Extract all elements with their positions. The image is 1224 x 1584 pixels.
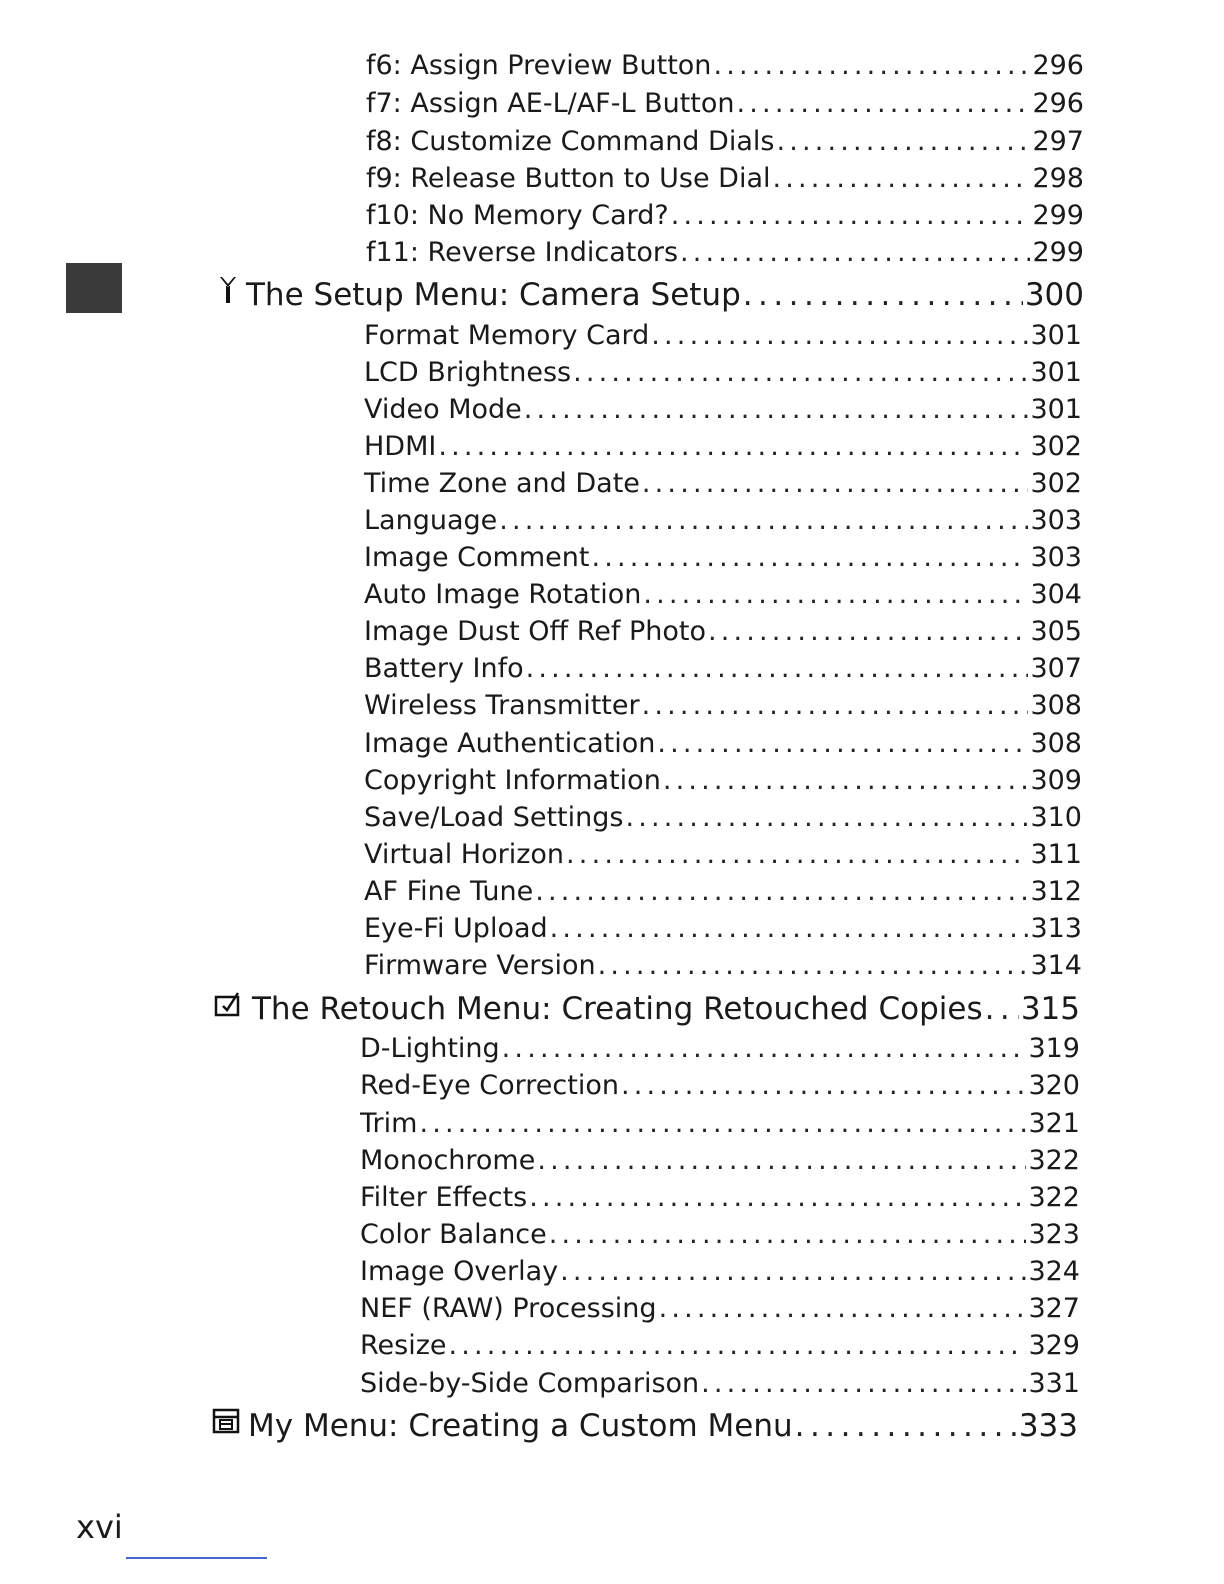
- toc-entry-page: 308: [1030, 690, 1082, 721]
- toc-entry-label: HDMI: [364, 431, 437, 462]
- dot-leader: [524, 392, 1029, 428]
- dot-leader: [591, 540, 1028, 576]
- toc-entry-f9[interactable]: [366, 161, 1084, 197]
- toc-entry-label: f9: Release Button to Use Dial: [366, 163, 771, 194]
- toc-entry-label: D-Lighting: [360, 1033, 500, 1064]
- toc-entry-label: LCD Brightness: [364, 357, 572, 388]
- toc-entry-page: 301: [1030, 357, 1082, 388]
- dot-leader: [776, 124, 1030, 160]
- dot-leader: [438, 429, 1028, 465]
- toc-section-setup-menu[interactable]: [218, 274, 1084, 316]
- dot-leader: [713, 48, 1030, 84]
- toc-entry-label: Save/Load Settings: [364, 802, 624, 833]
- toc-entry-eye-fi-upload[interactable]: [364, 911, 1082, 947]
- toc-entry-f6[interactable]: [366, 48, 1084, 84]
- toc-entry-page: 324: [1028, 1256, 1080, 1287]
- toc-entry-label: Eye-Fi Upload: [364, 913, 548, 944]
- toc-entry-color-balance[interactable]: [360, 1217, 1080, 1253]
- toc-entry-label: Copyright Information: [364, 765, 661, 796]
- toc-entry-page: 298: [1032, 163, 1084, 194]
- toc-entry-page: 299: [1032, 200, 1084, 231]
- toc-entry-label: Trim: [360, 1108, 418, 1139]
- toc-entry-page: 301: [1030, 394, 1082, 425]
- toc-section-page: 300: [1024, 277, 1084, 313]
- toc-entry-battery-info[interactable]: [364, 651, 1082, 687]
- toc-entry-page: 305: [1030, 616, 1082, 647]
- toc-entry-auto-image-rotation[interactable]: [364, 577, 1082, 613]
- footer-rule: [126, 1557, 267, 1559]
- toc-entry-f10[interactable]: [366, 198, 1084, 234]
- dot-leader: [502, 1031, 1027, 1067]
- toc-entry-page: 327: [1028, 1293, 1080, 1324]
- toc-entry-page: 304: [1030, 579, 1082, 610]
- toc-entry-label: Language: [364, 505, 498, 536]
- dot-leader: [566, 837, 1028, 873]
- toc-entry-page: 296: [1032, 88, 1084, 119]
- toc-entry-page: 303: [1030, 505, 1082, 536]
- toc-section-label: My Menu: Creating a Custom Menu: [248, 1408, 793, 1444]
- toc-entry-page: 310: [1030, 802, 1082, 833]
- dot-leader: [659, 1291, 1027, 1327]
- dot-leader: [737, 86, 1031, 122]
- toc-entry-language[interactable]: [364, 503, 1082, 539]
- dot-leader: [773, 161, 1031, 197]
- toc-entry-trim[interactable]: [360, 1106, 1080, 1142]
- toc-entry-page: 319: [1028, 1033, 1080, 1064]
- dot-leader: [680, 235, 1030, 271]
- dot-leader: [549, 1217, 1027, 1253]
- toc-entry-label: Battery Info: [364, 653, 524, 684]
- toc-entry-red-eye-correction[interactable]: [360, 1068, 1080, 1104]
- toc-entry-time-zone-and-date[interactable]: [364, 466, 1082, 502]
- toc-entry-label: Image Overlay: [360, 1256, 559, 1287]
- dot-leader: [560, 1254, 1026, 1290]
- toc-section-label: The Setup Menu: Camera Setup: [246, 277, 741, 313]
- toc-entry-label: Monochrome: [360, 1145, 536, 1176]
- toc-entry-label: Filter Effects: [360, 1182, 528, 1213]
- toc-entry-label: Auto Image Rotation: [364, 579, 642, 610]
- dot-leader: [671, 198, 1031, 234]
- toc-entry-page: 320: [1028, 1070, 1080, 1101]
- toc-entry-page: 301: [1030, 320, 1082, 351]
- dot-leader: [621, 1068, 1027, 1104]
- toc-entry-page: 307: [1030, 653, 1082, 684]
- dot-leader: [795, 1405, 1017, 1447]
- toc-entry-image-dust-off-ref-photo[interactable]: [364, 614, 1082, 650]
- my-menu-icon: [212, 1405, 240, 1447]
- toc-section-page: 315: [1020, 991, 1080, 1027]
- dot-leader: [663, 763, 1029, 799]
- toc-entry-page: 322: [1028, 1182, 1080, 1213]
- toc-entry-label: Image Authentication: [364, 728, 656, 759]
- toc-entry-page: 302: [1030, 468, 1082, 499]
- toc-entry-page: 296: [1032, 50, 1084, 81]
- dot-leader: [535, 874, 1028, 910]
- toc-entry-virtual-horizon[interactable]: [364, 837, 1082, 873]
- toc-entry-side-by-side-comparison[interactable]: [360, 1366, 1080, 1402]
- dot-leader: [708, 614, 1028, 650]
- toc-entry-page: 303: [1030, 542, 1082, 573]
- toc-entry-f11[interactable]: [366, 235, 1084, 271]
- toc-entry-f7[interactable]: [366, 86, 1084, 122]
- toc-entry-nef-raw-processing[interactable]: [360, 1291, 1080, 1327]
- toc-entry-f8[interactable]: [366, 124, 1084, 160]
- toc-entry-monochrome[interactable]: [360, 1143, 1080, 1179]
- toc-entry-page: 309: [1030, 765, 1082, 796]
- toc-entry-label: Wireless Transmitter: [364, 690, 640, 721]
- toc-entry-wireless-transmitter[interactable]: [364, 688, 1082, 724]
- toc-entry-page: 312: [1030, 876, 1082, 907]
- toc-entry-save-load-settings[interactable]: [364, 800, 1082, 836]
- dot-leader: [419, 1106, 1026, 1142]
- toc-entry-label: Image Dust Off Ref Photo: [364, 616, 706, 647]
- toc-entry-d-lighting[interactable]: [360, 1031, 1080, 1067]
- toc-entry-page: 302: [1030, 431, 1082, 462]
- toc-entry-page: 314: [1030, 950, 1082, 981]
- toc-section-my-menu[interactable]: [212, 1405, 1078, 1447]
- toc-entry-label: f6: Assign Preview Button: [366, 50, 712, 81]
- toc-entry-label: f11: Reverse Indicators: [366, 237, 679, 268]
- dot-leader: [651, 318, 1028, 354]
- toc-entry-page: 311: [1030, 839, 1082, 870]
- dot-leader: [657, 726, 1028, 762]
- toc-entry-label: f7: Assign AE-L/AF-L Button: [366, 88, 735, 119]
- dot-leader: [625, 800, 1028, 836]
- dot-leader: [985, 988, 1019, 1030]
- toc-entry-af-fine-tune[interactable]: [364, 874, 1082, 910]
- toc-entry-page: 322: [1028, 1145, 1080, 1176]
- toc-entry-label: AF Fine Tune: [364, 876, 534, 907]
- dot-leader: [598, 948, 1029, 984]
- dot-leader: [642, 688, 1029, 724]
- toc-entry-page: 331: [1028, 1368, 1080, 1399]
- toc-entry-filter-effects[interactable]: [360, 1180, 1080, 1216]
- toc-entry-label: Color Balance: [360, 1219, 547, 1250]
- toc-entry-label: Time Zone and Date: [364, 468, 640, 499]
- dot-leader: [573, 355, 1028, 391]
- toc-entry-label: Format Memory Card: [364, 320, 650, 351]
- toc-entry-page: 308: [1030, 728, 1082, 759]
- toc-entry-label: Image Comment: [364, 542, 590, 573]
- toc-entry-video-mode[interactable]: [364, 392, 1082, 428]
- dot-leader: [743, 274, 1023, 316]
- wrench-icon: [218, 274, 238, 316]
- toc-section-page: 333: [1018, 1408, 1078, 1444]
- toc-entry-resize[interactable]: [360, 1328, 1080, 1364]
- dot-leader: [550, 911, 1029, 947]
- toc-entry-copyright-information[interactable]: [364, 763, 1082, 799]
- toc-entry-label: Side-by-Side Comparison: [360, 1368, 700, 1399]
- toc-entry-label: Resize: [360, 1330, 447, 1361]
- dot-leader: [499, 503, 1028, 539]
- dot-leader: [643, 577, 1028, 613]
- dot-leader: [526, 651, 1029, 687]
- toc-entry-page: 297: [1032, 126, 1084, 157]
- page-number: xvi: [76, 1508, 123, 1546]
- toc-entry-page: 323: [1028, 1219, 1080, 1250]
- toc-section-retouch-menu[interactable]: [214, 988, 1080, 1030]
- toc-section-label: The Retouch Menu: Creating Retouched Copies: [252, 991, 983, 1027]
- dot-leader: [449, 1328, 1027, 1364]
- toc-entry-image-comment[interactable]: [364, 540, 1082, 576]
- toc-entry-label: Firmware Version: [364, 950, 596, 981]
- dot-leader: [701, 1366, 1026, 1402]
- toc-entry-page: 313: [1030, 913, 1082, 944]
- dot-leader: [529, 1180, 1026, 1216]
- dot-leader: [642, 466, 1029, 502]
- toc-entry-image-overlay[interactable]: [360, 1254, 1080, 1290]
- toc-entry-format-memory-card[interactable]: [364, 318, 1082, 354]
- retouch-icon: [214, 988, 244, 1030]
- toc-entry-page: 329: [1028, 1330, 1080, 1361]
- toc-entry-label: f10: No Memory Card?: [366, 200, 669, 231]
- toc-entry-lcd-brightness[interactable]: [364, 355, 1082, 391]
- toc-entry-label: Video Mode: [364, 394, 522, 425]
- dot-leader: [537, 1143, 1026, 1179]
- toc-entry-label: NEF (RAW) Processing: [360, 1293, 657, 1324]
- toc-entry-page: 321: [1028, 1108, 1080, 1139]
- toc-entry-label: Red-Eye Correction: [360, 1070, 619, 1101]
- toc-entry-image-authentication[interactable]: [364, 726, 1082, 762]
- toc-entry-label: f8: Customize Command Dials: [366, 126, 775, 157]
- toc-entry-hdmi[interactable]: [364, 429, 1082, 465]
- toc-entry-firmware-version[interactable]: [364, 948, 1082, 984]
- toc-entry-page: 299: [1032, 237, 1084, 268]
- toc-entry-label: Virtual Horizon: [364, 839, 565, 870]
- section-tab-marker: [66, 263, 122, 313]
